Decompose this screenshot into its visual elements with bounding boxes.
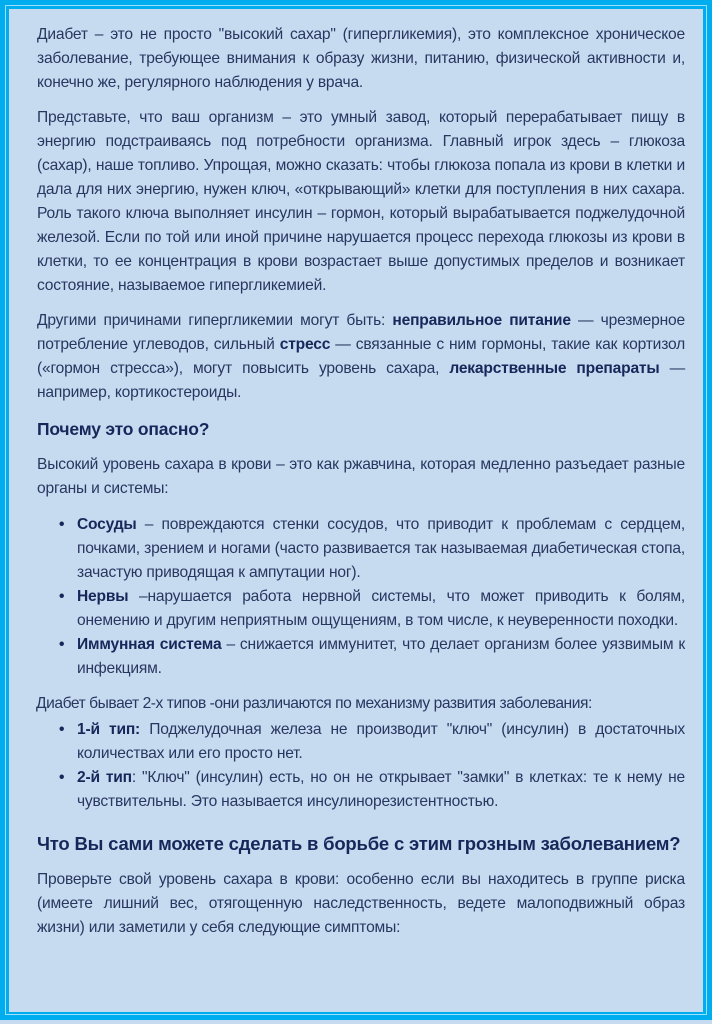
types-list xyxy=(37,718,685,814)
bullet-icon: • xyxy=(59,588,65,605)
danger-item-text: –нарушается работа нервной системы, что может приводить к болям, онемению и другим неприятным ощущениям, в том числе, к неуверенности походки. xyxy=(77,588,685,629)
danger-item-vessels xyxy=(59,513,685,585)
type-2-item xyxy=(59,766,685,814)
intro-paragraph-1: Диабет – это не просто "высокий сахар" (гипергликемия), это комплексное хроническое заболевание, требующее внимания к образу жизни, питанию, физической активности и, конечно же, регулярного наблюдения у врача. xyxy=(37,26,685,91)
causes-text-1: Другими причинами гипергликемии могут быть: xyxy=(37,312,393,329)
causes-text-3: — связанные с ним гормоны, такие как кортизол («гормон стресса»), могут повысить уровень сахара, xyxy=(37,336,685,377)
action-paragraph: Проверьте свой уровень сахара в крови: особенно если вы находитесь в группе риска (имеете лишний вес, отягощенную наследственность, ведете малоподвижный образ жизни) или заметили у себя следующие симптомы: xyxy=(37,871,685,936)
document-content xyxy=(37,23,685,940)
causes-paragraph xyxy=(37,309,685,405)
danger-heading: Почему это опасно? xyxy=(37,419,210,439)
causes-text-4: —например, кортикостероиды. xyxy=(37,360,685,401)
bullet-icon: • xyxy=(59,636,65,653)
type-text: Поджелудочная железа не производит "ключ" (инсулин) в достаточных количествах или его просто нет. xyxy=(77,721,685,762)
intro-paragraph-2: Представьте, что ваш организм – это умный завод, который перерабатывает пищу в энергию подстраиваясь под потребности организма. Главный игрок здесь – глюкоза (сахар), наше топливо. Упрощая, можно сказать: чтобы глюкоза попала из крови в клетки и дала для них энергию, нужен ключ, «открывающий» клетки для поступления в них сахара. Роль такого ключа выполняет инсулин – гормон, который вырабатывается поджелудочной железой. Если по той или иной причине нарушается процесс перехода глюкозы из крови в клетки, то ее концентрация в крови возрастает выше допустимых пределов и возникает состояние, называемое гипергликемией. xyxy=(37,109,685,294)
bullet-icon: • xyxy=(59,516,65,533)
bullet-icon: • xyxy=(59,721,65,738)
danger-item-text: – повреждаются стенки сосудов, что приводит к проблемам с сердцем, почками, зрением и ногами (часто развивается так называемая диабетическая стопа, зачастую приводящая к ампутации ног). xyxy=(77,516,685,581)
danger-item-term: Сосуды xyxy=(77,516,137,533)
cause-bad-nutrition: неправильное питание xyxy=(392,312,571,329)
danger-item-nerves xyxy=(59,585,685,633)
danger-lead: Высокий уровень сахара в крови – это как ржавчина, которая медленно разъедает разные органы и системы: xyxy=(37,456,685,497)
danger-item-term: Нервы xyxy=(77,588,129,605)
type-term: 1-й тип: xyxy=(77,721,141,738)
causes-text-2: — чрезмерное потребление углеводов, сильный xyxy=(37,312,685,353)
type-text: : "Ключ" (инсулин) есть, но он не открывает "замки" в клетках: те к нему не чувствительны. Это называется инсулинорезистентностью. xyxy=(77,769,685,810)
type-term: 2-й тип xyxy=(77,769,132,786)
type-1-item xyxy=(59,718,685,766)
action-heading: Что Вы сами можете сделать в борьбе с этим грозным заболеванием? xyxy=(37,833,681,854)
types-lead: Диабет бывает 2-х типов -они различаются по механизму развития заболевания: xyxy=(36,695,592,712)
bullet-icon: • xyxy=(59,769,65,786)
document-page xyxy=(9,9,703,1012)
danger-item-text: – снижается иммунитет, что делает организм более уязвимым к инфекциям. xyxy=(77,636,685,677)
danger-item-term: Иммунная система xyxy=(77,636,222,653)
cause-medications: лекарственные препараты xyxy=(449,360,660,377)
danger-item-immune xyxy=(59,633,685,681)
cause-stress: стресс xyxy=(279,336,331,353)
danger-list xyxy=(37,513,685,681)
